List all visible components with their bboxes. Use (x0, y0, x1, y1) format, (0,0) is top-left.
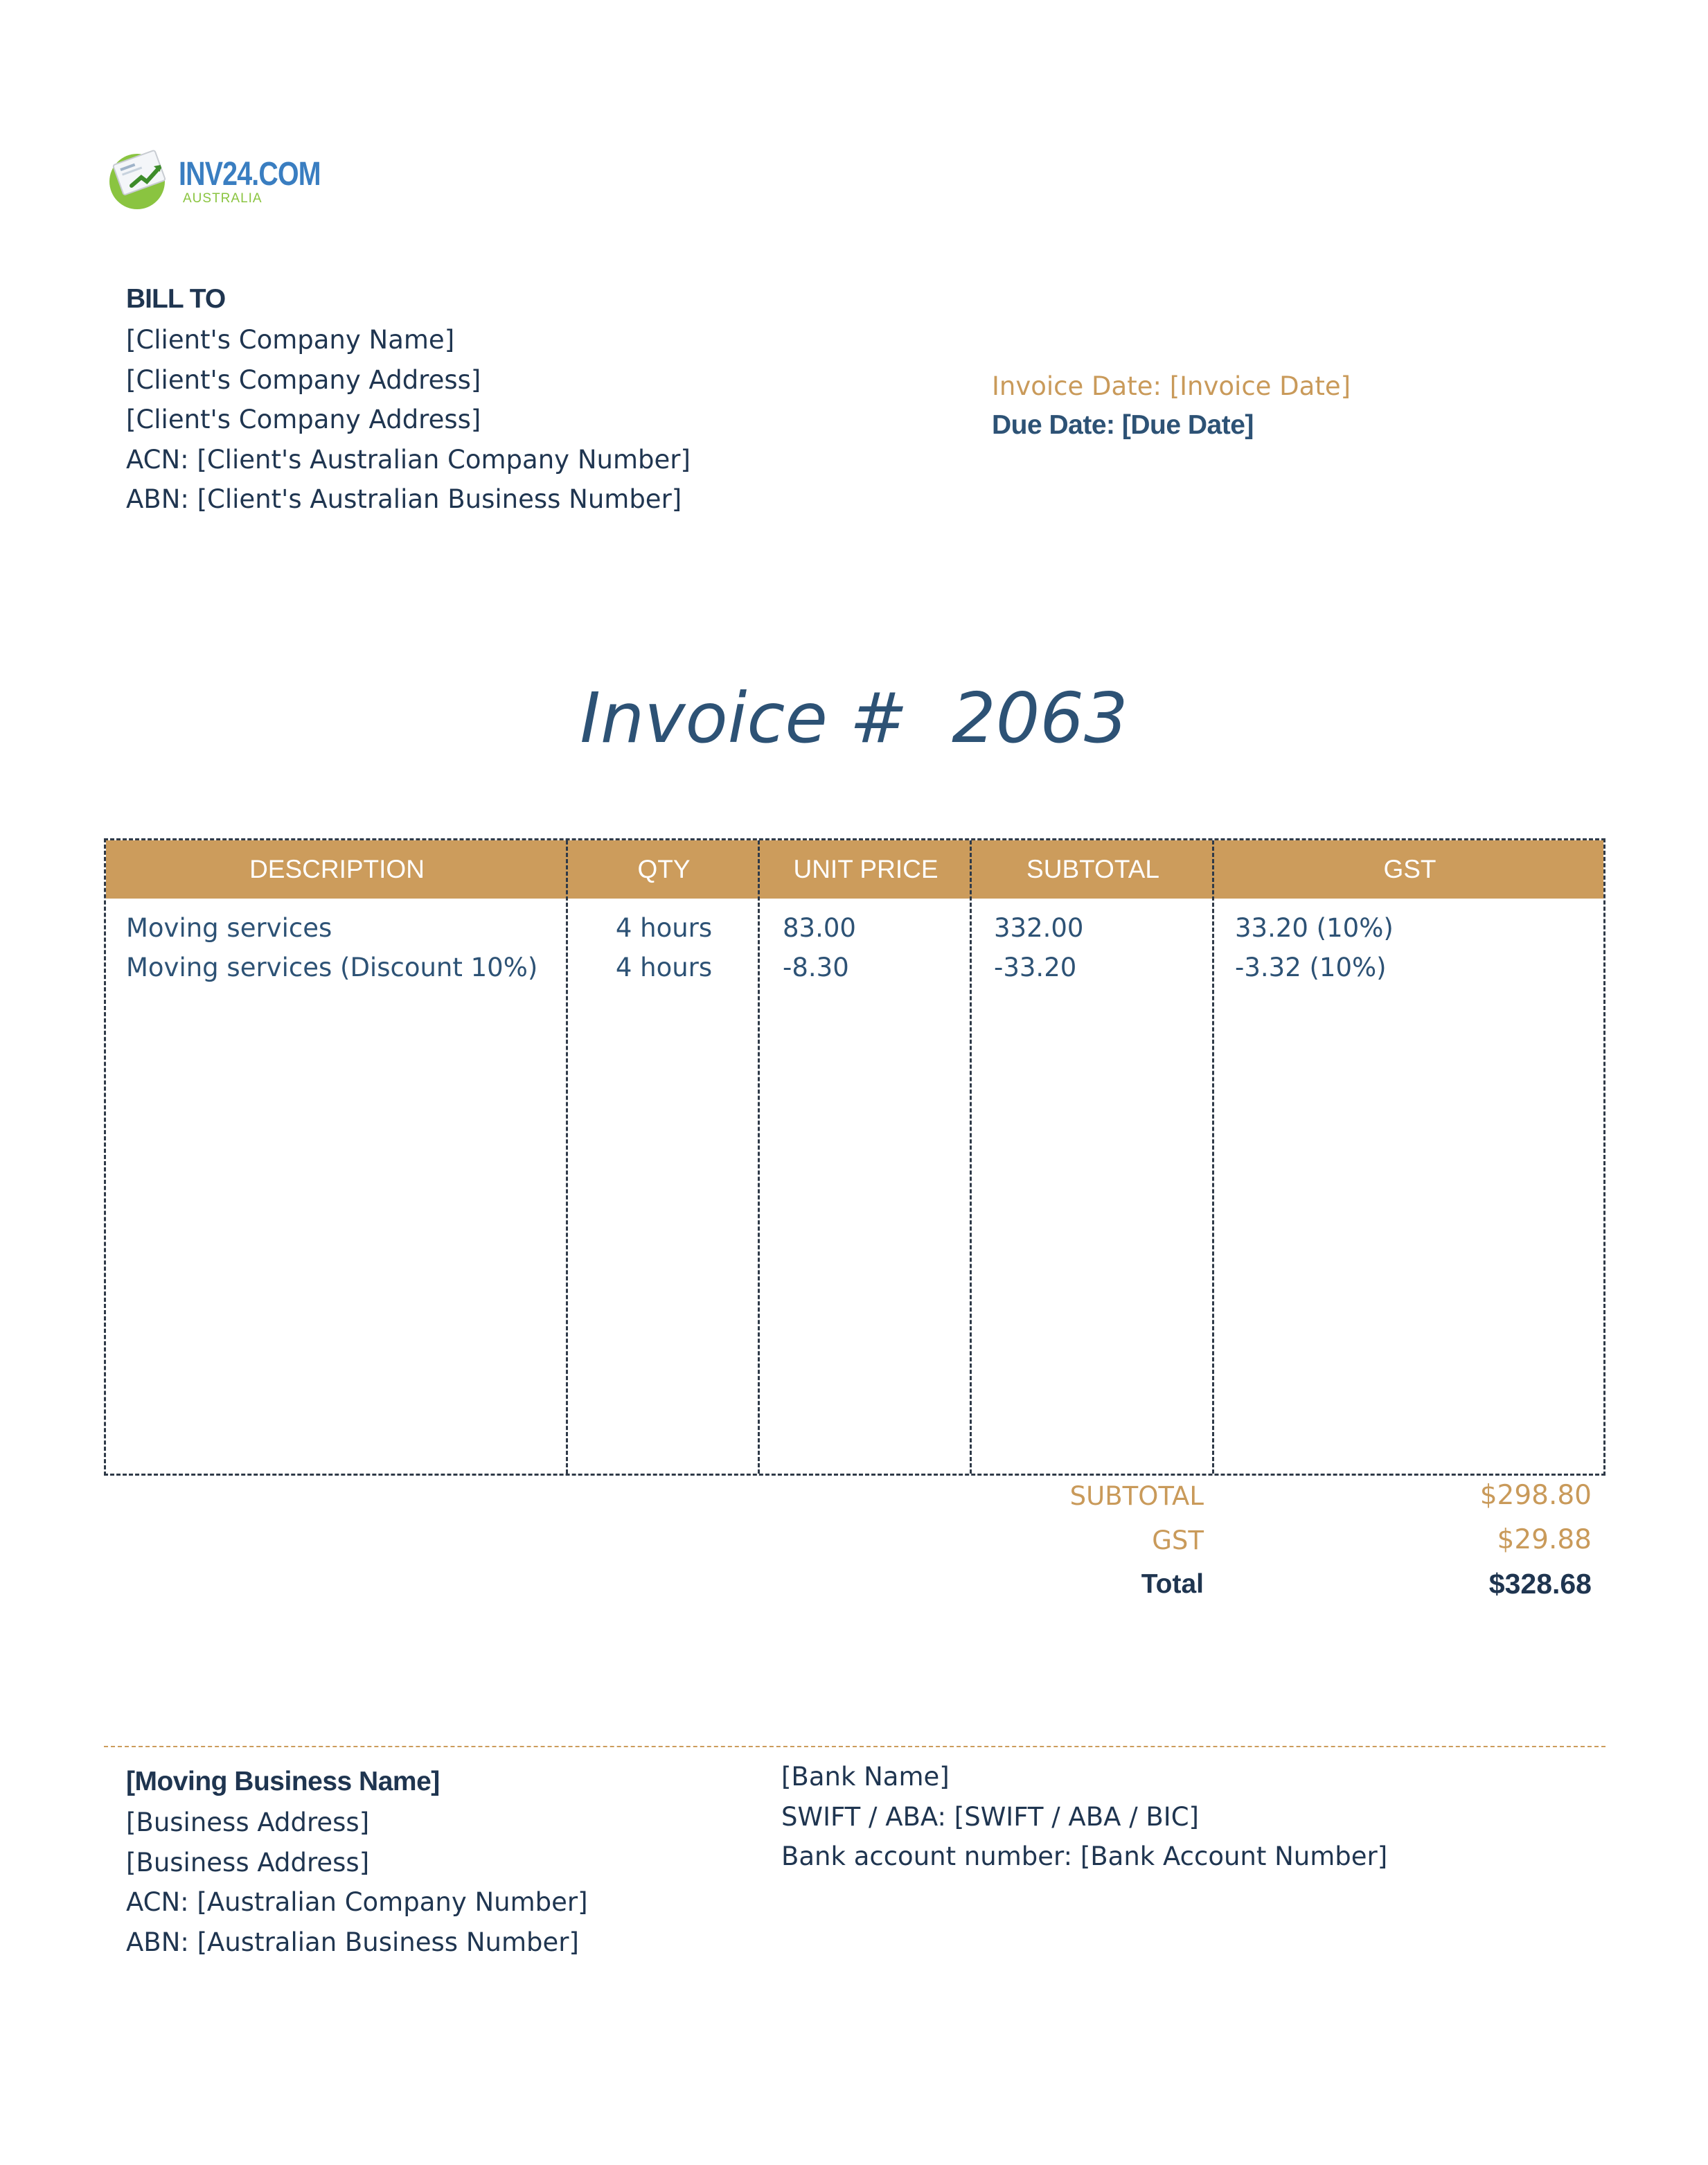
business-name: [Moving Business Name] (126, 1767, 440, 1796)
row-1-gst: 33.20 (10%) (1235, 913, 1394, 943)
column-header-gst: GST (1383, 855, 1436, 883)
client-abn: ABN: [Client's Australian Business Number] (126, 484, 682, 514)
column-divider (970, 840, 972, 1474)
due-date: Due Date: [Due Date] (992, 410, 1254, 440)
total-label: Total (1141, 1569, 1204, 1599)
business-address-line-1: [Business Address] (126, 1808, 370, 1837)
row-2-description: Moving services (Discount 10%) (126, 953, 538, 982)
bill-to-section (126, 284, 691, 520)
gst-label: GST (1152, 1526, 1204, 1555)
column-header-subtotal: SUBTOTAL (1026, 855, 1159, 883)
line-items-table (104, 838, 1605, 1476)
total-value: $328.68 (1488, 1568, 1592, 1600)
company-logo (105, 143, 327, 212)
logo-icon (105, 147, 175, 209)
bank-swift: SWIFT / ABA: [SWIFT / ABA / BIC] (781, 1801, 1199, 1832)
business-details (126, 1761, 588, 1962)
logo-text: INV24.COM (179, 156, 321, 193)
invoice-date: Invoice Date: [Invoice Date] (992, 371, 1351, 401)
dates-section (992, 367, 1351, 445)
column-divider (1212, 840, 1214, 1474)
business-acn: ACN: [Australian Company Number] (126, 1887, 588, 1917)
row-1-unit-price: 83.00 (783, 913, 856, 943)
client-address-line-2: [Client's Company Address] (126, 405, 481, 434)
bill-to-heading: BILL TO (126, 284, 226, 314)
invoice-title: Invoice # 2063 (580, 678, 1128, 759)
logo-subtext: AUSTRALIA (183, 191, 263, 206)
subtotal-value: $298.80 (1479, 1480, 1592, 1511)
column-header-unit-price: UNIT PRICE (793, 855, 938, 883)
bank-account-number: Bank account number: [Bank Account Number] (781, 1841, 1388, 1871)
subtotal-label: SUBTOTAL (1069, 1481, 1204, 1511)
bank-details (781, 1757, 1387, 1877)
row-2-qty: 4 hours (615, 953, 713, 982)
business-address-line-2: [Business Address] (126, 1847, 370, 1877)
footer-divider (104, 1746, 1605, 1747)
bank-name: [Bank Name] (781, 1762, 950, 1792)
row-2-subtotal: -33.20 (994, 953, 1077, 982)
row-2-unit-price: -8.30 (783, 953, 849, 982)
row-1-description: Moving services (126, 913, 332, 943)
row-1-subtotal: 332.00 (994, 913, 1084, 943)
client-company-name: [Client's Company Name] (126, 325, 455, 355)
client-address-line-1: [Client's Company Address] (126, 364, 481, 395)
column-header-qty: QTY (637, 855, 691, 883)
business-abn: ABN: [Australian Business Number] (126, 1927, 579, 1957)
row-2-gst: -3.32 (10%) (1235, 953, 1387, 982)
table-header (106, 840, 1603, 899)
column-header-description: DESCRIPTION (249, 855, 425, 883)
gst-value: $29.88 (1497, 1524, 1592, 1555)
client-acn: ACN: [Client's Australian Company Number] (126, 444, 691, 475)
row-1-qty: 4 hours (615, 913, 713, 943)
